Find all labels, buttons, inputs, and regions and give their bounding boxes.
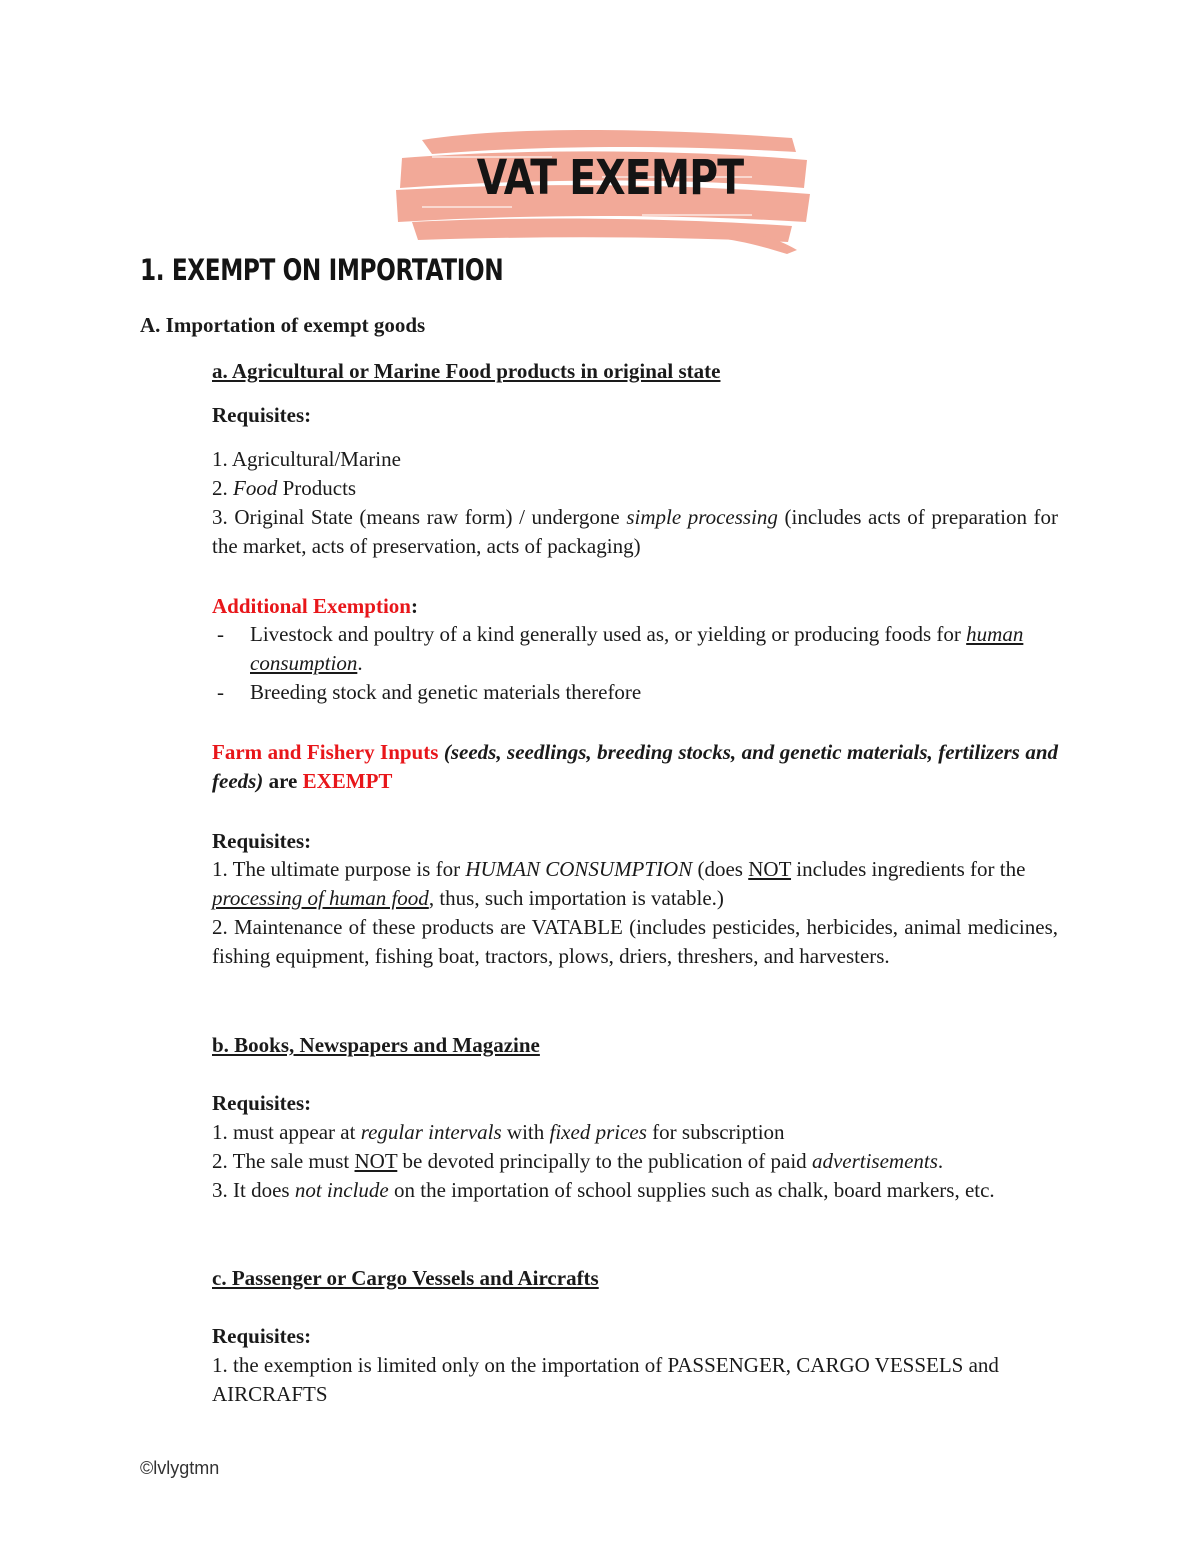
section-title: 1. EXEMPT ON IMPORTATION — [140, 253, 504, 287]
requisite-maintenance: 2. Maintenance of these products are VATABLE (includes pesticides, herbicides, animal medicines, fishing equipment, fishing boat, tractors, plows, driers, threshers, and harvesters. — [212, 915, 1058, 968]
requisites-label-2: Requisites: — [212, 829, 312, 853]
requisite-b-2: 2. The sale must NOT be devoted principally to the publication of paid advertisements. — [212, 1149, 944, 1173]
requisite-human-consumption: 1. The ultimate purpose is for HUMAN CONSUMPTION (does NOT includes ingredients for the processing of human food, thus, such importation is vatable.) — [212, 857, 1026, 910]
requisites-label: Requisites: — [212, 403, 312, 427]
item-b-heading: b. Books, Newspapers and Magazine — [212, 1033, 540, 1057]
bullet-breeding-stock: - Breeding stock and genetic materials therefore — [217, 680, 642, 704]
requisites-label-3: Requisites: — [212, 1091, 312, 1115]
requisite-2: 2. Food Products — [212, 476, 357, 500]
farm-fishery-inputs: Farm and Fishery Inputs (seeds, seedlings, breeding stocks, and genetic materials, fertilizers and feeds) are EXEMPT — [212, 740, 1058, 793]
requisite-1: 1. Agricultural/Marine — [212, 447, 401, 471]
requisite-3: 3. Original State (means raw form) / undergone simple processing (includes acts of preparation for the market, acts of preservation, acts of packaging) — [212, 505, 1059, 558]
requisite-b-3: 3. It does not include on the importation of school supplies such as chalk, board markers, etc. — [212, 1178, 995, 1202]
footer-copyright: ©lvlygtmn — [140, 1458, 220, 1478]
subsection-title: A. Importation of exempt goods — [140, 313, 426, 337]
item-a-heading: a. Agricultural or Marine Food products in original state — [212, 359, 721, 383]
requisites-label-4: Requisites: — [212, 1324, 312, 1348]
document-title: VAT EXEMPT — [476, 150, 744, 206]
additional-exemption-label: Additional Exemption: — [212, 594, 418, 618]
requisite-c-1: 1. the exemption is limited only on the importation of PASSENGER, CARGO VESSELS and AIRCRAFTS — [212, 1353, 999, 1406]
item-c-heading: c. Passenger or Cargo Vessels and Aircrafts — [212, 1266, 599, 1290]
requisite-b-1: 1. must appear at regular intervals with fixed prices for subscription — [212, 1120, 785, 1144]
bullet-livestock: - Livestock and poultry of a kind generally used as, or yielding or producing foods for human consumption. — [217, 622, 1024, 675]
